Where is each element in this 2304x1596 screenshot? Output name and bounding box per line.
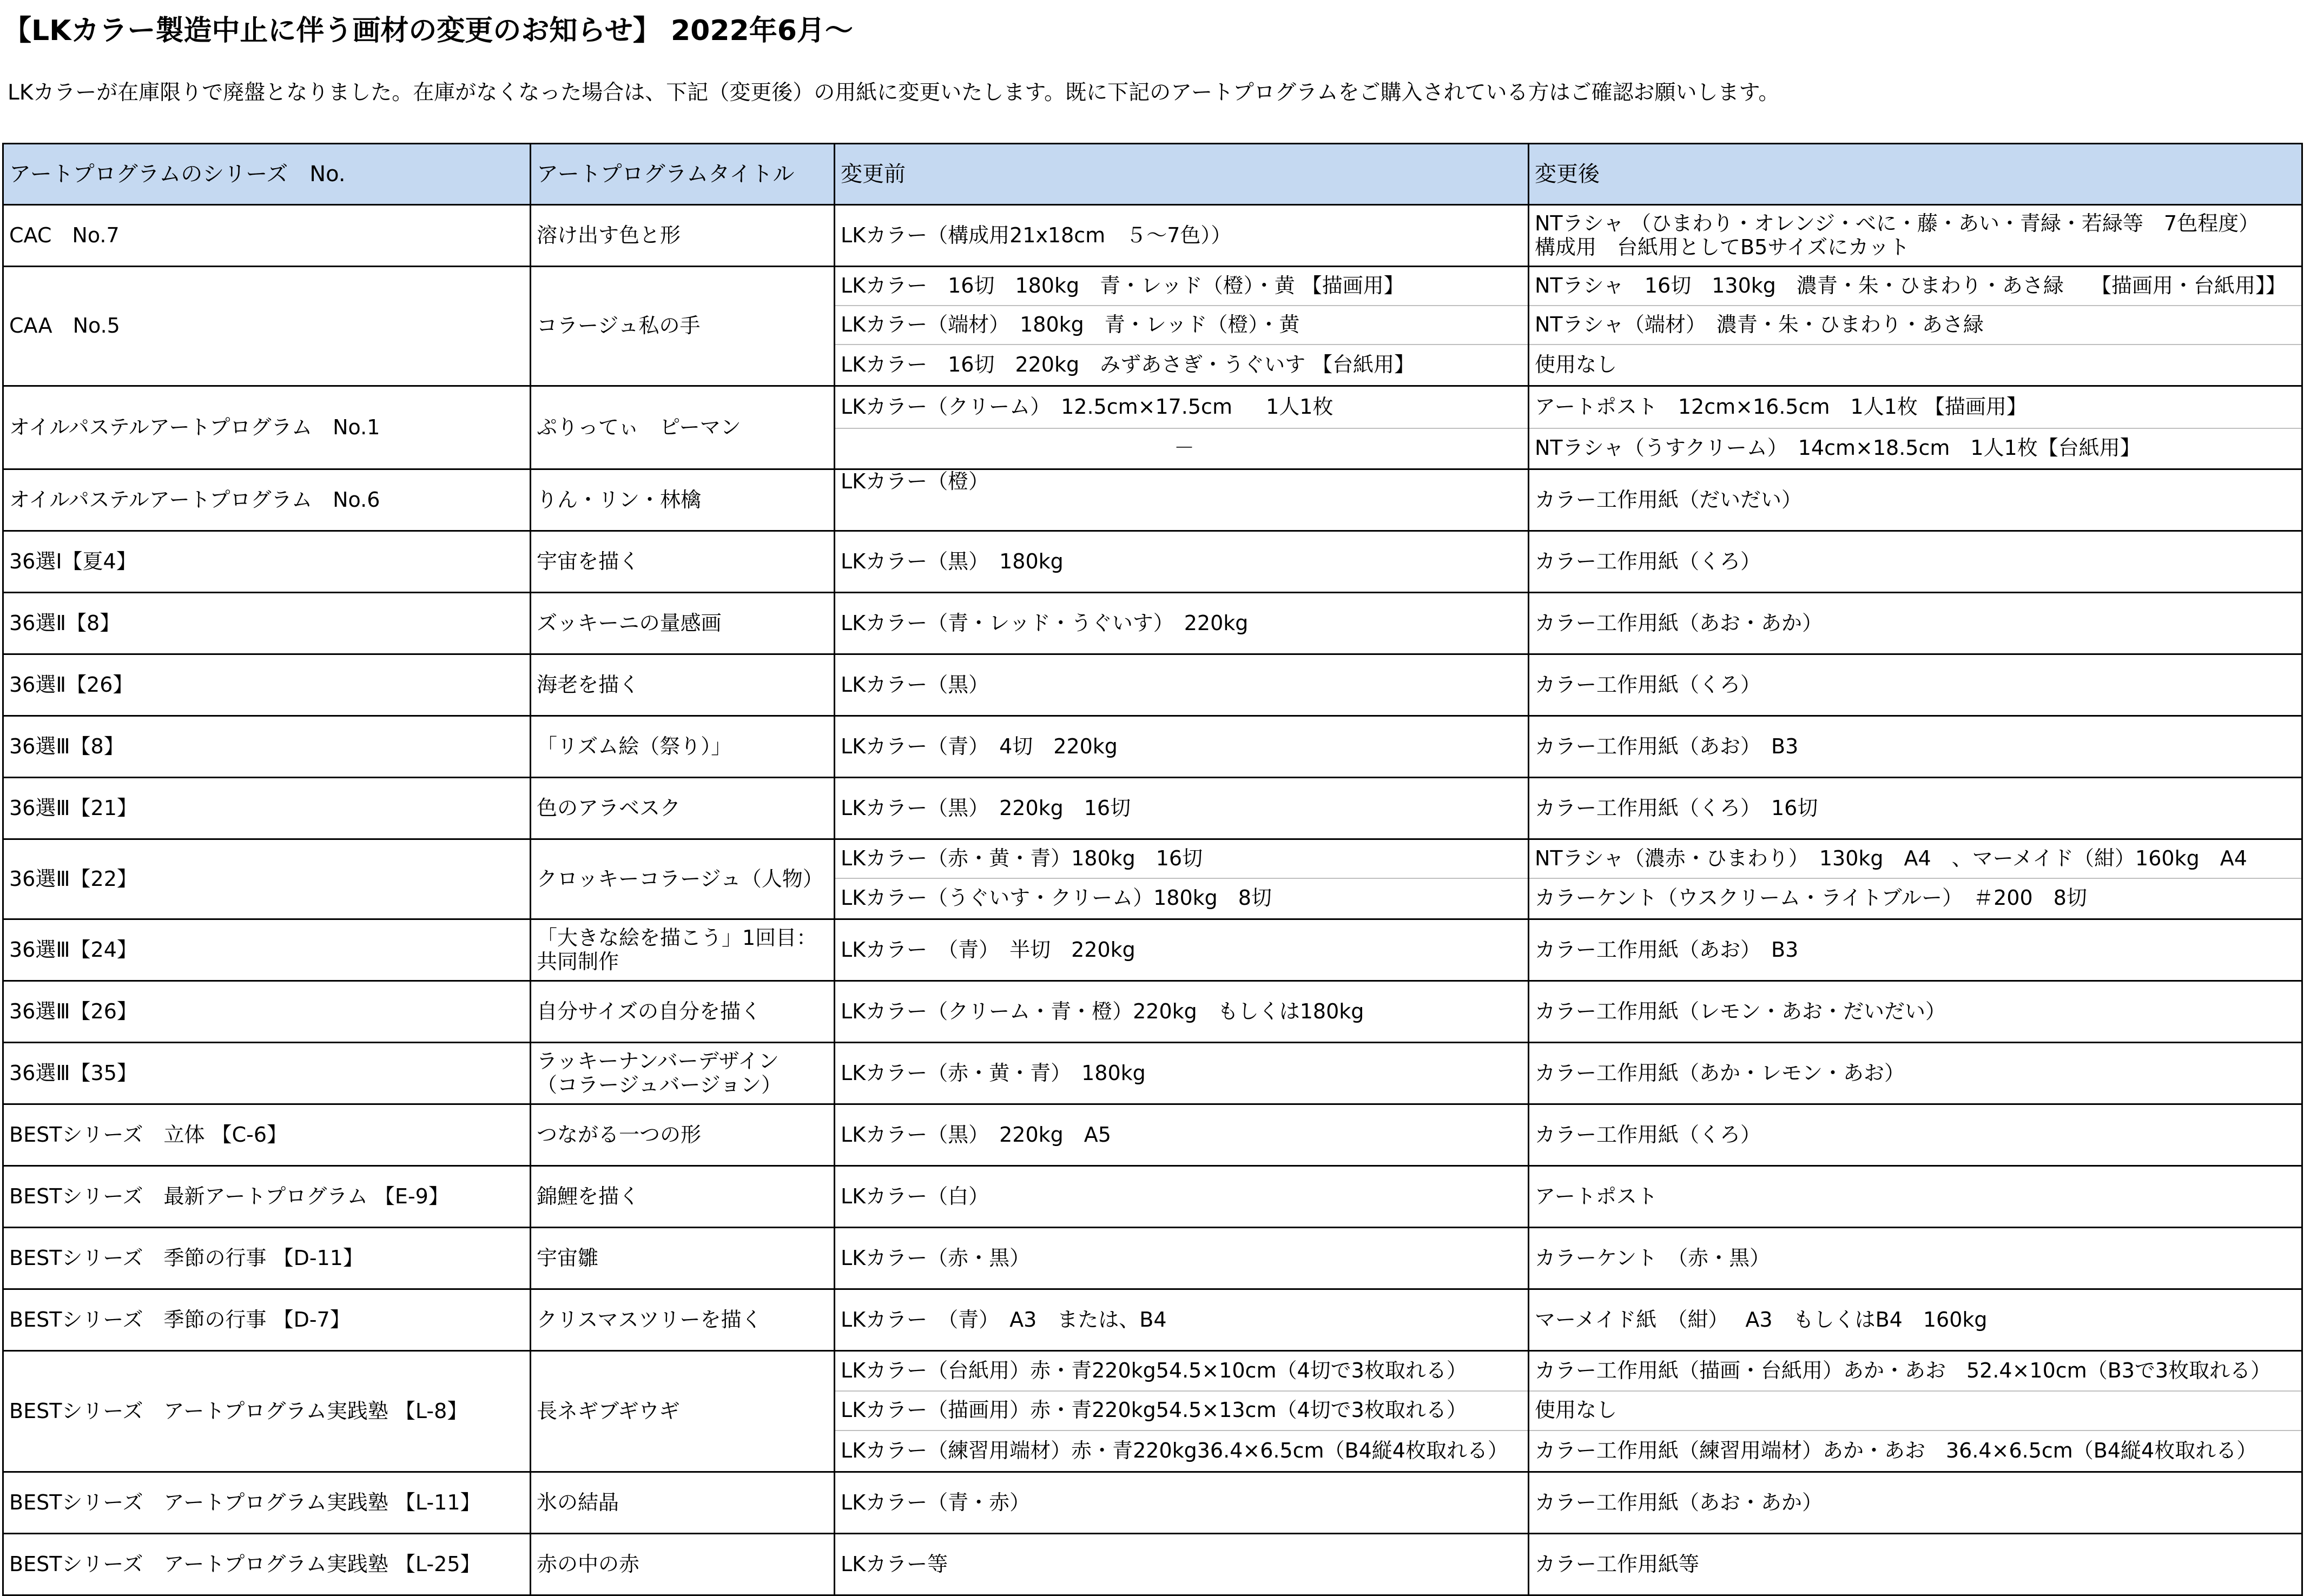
series-cell: 36選Ⅲ【8】 [3, 716, 531, 778]
before-cell: － [835, 428, 1529, 469]
after-cell: 使用なし [1529, 345, 2302, 386]
series-cell: BESTシリーズ アートプログラム実践塾 【L-25】 [3, 1534, 531, 1595]
series-cell: 36選Ⅱ【26】 [3, 654, 531, 716]
program-title-cell: 宇宙雛 [531, 1228, 835, 1289]
program-title-cell: 赤の中の赤 [531, 1534, 835, 1595]
series-cell: 36選Ⅲ【35】 [3, 1043, 531, 1104]
table-row [3, 1534, 2302, 1595]
after-cell: NTラシャ（端材） 濃青・朱・ひまわり・あさ緑 [1529, 306, 2302, 345]
table-row [3, 1472, 2302, 1534]
after-cell: カラーケント（ウスクリーム・ライトブルー） ＃200 8切 [1529, 878, 2302, 919]
series-cell: BESTシリーズ アートプログラム実践塾 【L-11】 [3, 1472, 531, 1534]
series-cell: BESTシリーズ 季節の行事 【D-11】 [3, 1228, 531, 1289]
before-cell: LKカラー（クリーム・青・橙）220kg もしくは180kg [835, 981, 1529, 1043]
program-title-cell: りん・リン・林檎 [531, 469, 835, 531]
after-cell: カラー工作用紙（描画・台紙用）あか・あお 52.4×10cm（B3で3枚取れる） [1529, 1351, 2302, 1391]
page-title: 【LKカラー製造中止に伴う画材の変更のお知らせ】 2022年6月～ [3, 15, 853, 47]
before-cell: LKカラー 16切 220kg みずあさぎ・うぐいす 【台紙用】 [835, 345, 1529, 386]
series-cell: 36選Ⅲ【26】 [3, 981, 531, 1043]
after-cell: カラー工作用紙（あお） B3 [1529, 919, 2302, 981]
before-cell: LKカラー（クリーム） 12.5cm×17.5cm 1人1枚 [835, 386, 1529, 428]
after-cell: カラー工作用紙（あお・あか） [1529, 1472, 2302, 1534]
after-cell: NTラシャ（濃赤・ひまわり） 130kg A4 、マーメイド（紺）160kg A4 [1529, 839, 2302, 878]
after-cell: アートポスト 12cm×16.5cm 1人1枚 【描画用】 [1529, 386, 2302, 428]
header-series: アートプログラムのシリーズ No. [3, 144, 531, 205]
table-row [3, 1351, 2302, 1391]
series-cell: CAC No.7 [3, 205, 531, 267]
after-cell: カラー工作用紙（あお） B3 [1529, 716, 2302, 778]
program-title-cell: ズッキーニの量感画 [531, 593, 835, 654]
header-after: 変更後 [1529, 144, 2302, 205]
program-title-cell: つながる一つの形 [531, 1104, 835, 1166]
after-cell: カラー工作用紙（くろ） [1529, 531, 2302, 593]
after-cell: マーメイド紙 （紺） A3 もしくはB4 160kg [1529, 1289, 2302, 1351]
before-cell: LKカラー（黒） 220kg 16切 [835, 778, 1529, 839]
series-cell: BESTシリーズ アートプログラム実践塾 【L-8】 [3, 1351, 531, 1472]
series-cell: 36選Ⅲ【22】 [3, 839, 531, 919]
before-cell: LKカラー（描画用）赤・青220kg54.5×13cm（4切で3枚取れる） [835, 1391, 1529, 1431]
program-title-cell: 溶け出す色と形 [531, 205, 835, 267]
table-row [3, 531, 2302, 593]
series-cell: BESTシリーズ 最新アートプログラム 【E-9】 [3, 1166, 531, 1228]
program-title-cell: クリスマスツリーを描く [531, 1289, 835, 1351]
before-cell: LKカラー（うぐいす・クリーム）180kg 8切 [835, 878, 1529, 919]
after-cell: 使用なし [1529, 1391, 2302, 1431]
table-row [3, 1289, 2302, 1351]
series-cell: 36選Ⅲ【24】 [3, 919, 531, 981]
before-cell: LKカラー（青・レッド・うぐいす） 220kg [835, 593, 1529, 654]
series-cell: 36選Ⅲ【21】 [3, 778, 531, 839]
before-cell: LKカラー（練習用端材）赤・青220kg36.4×6.5cm（B4縦4枚取れる） [835, 1431, 1529, 1472]
program-title-cell: クロッキーコラージュ（人物） [531, 839, 835, 919]
before-cell: LKカラー（黒） 180kg [835, 531, 1529, 593]
program-title-cell: ぷりってぃ ピーマン [531, 386, 835, 469]
after-cell: アートポスト [1529, 1166, 2302, 1228]
series-cell: BESTシリーズ 季節の行事 【D-7】 [3, 1289, 531, 1351]
header-title: アートプログラムタイトル [531, 144, 835, 205]
program-title-cell: 「リズム絵（祭り）」 [531, 716, 835, 778]
program-title-cell: 長ネギブギウギ [531, 1351, 835, 1472]
program-title-cell: 色のアラベスク [531, 778, 835, 839]
table-row [3, 716, 2302, 778]
before-cell: LKカラー（台紙用）赤・青220kg54.5×10cm（4切で3枚取れる） [835, 1351, 1529, 1391]
after-cell: NTラシャ 16切 130kg 濃青・朱・ひまわり・あさ緑 【描画用・台紙用】】 [1529, 267, 2302, 306]
series-cell: BESTシリーズ 立体 【C-6】 [3, 1104, 531, 1166]
after-cell: カラー工作用紙等 [1529, 1534, 2302, 1595]
table-row [3, 981, 2302, 1043]
after-cell: カラーケント （赤・黒） [1529, 1228, 2302, 1289]
before-cell: LKカラー（黒） 220kg A5 [835, 1104, 1529, 1166]
table-row [3, 267, 2302, 306]
table-row [3, 654, 2302, 716]
header-before: 変更前 [835, 144, 1529, 205]
program-title-cell: コラージュ私の手 [531, 267, 835, 386]
series-cell: 36選Ⅱ【8】 [3, 593, 531, 654]
table-row [3, 469, 2302, 531]
table-row [3, 1043, 2302, 1104]
series-cell: オイルパステルアートプログラム No.1 [3, 386, 531, 469]
table-row [3, 778, 2302, 839]
program-title-cell: 「大きな絵を描こう」1回目： 共同制作 [531, 919, 835, 981]
after-cell: カラー工作用紙（あか・レモン・あお） [1529, 1043, 2302, 1104]
program-title-cell: 氷の結晶 [531, 1472, 835, 1534]
after-cell: カラー工作用紙（練習用端材）あか・あお 36.4×6.5cm（B4縦4枚取れる） [1529, 1431, 2302, 1472]
before-cell: LKカラー（黒） [835, 654, 1529, 716]
series-cell: CAA No.5 [3, 267, 531, 386]
before-cell: LKカラー（青・赤） [835, 1472, 1529, 1534]
material-change-table [2, 143, 2303, 1596]
before-cell: LKカラー（橙） [835, 469, 1529, 531]
after-cell: カラー工作用紙（くろ） [1529, 654, 2302, 716]
before-cell: LKカラー（構成用21x18cm ５～7色）） [835, 205, 1529, 267]
before-cell: LKカラー （青） A3 または、B4 [835, 1289, 1529, 1351]
after-cell: カラー工作用紙（レモン・あお・だいだい） [1529, 981, 2302, 1043]
after-cell: カラー工作用紙（くろ） [1529, 1104, 2302, 1166]
after-cell: NTラシャ （ひまわり・オレンジ・べに・藤・あい・青緑・若緑等 7色程度） 構成用 台紙用としてB5サイズにカット [1529, 205, 2302, 267]
table-row [3, 1228, 2302, 1289]
before-cell: LKカラー （青） 半切 220kg [835, 919, 1529, 981]
table-row [3, 1166, 2302, 1228]
series-cell: 36選Ⅰ【夏4】 [3, 531, 531, 593]
table-row [3, 919, 2302, 981]
before-cell: LKカラー 16切 180kg 青・レッド（橙）・黄 【描画用】 [835, 267, 1529, 306]
before-cell: LKカラー（赤・黄・青）180kg 16切 [835, 839, 1529, 878]
table-header-row [3, 144, 2302, 205]
table-row [3, 205, 2302, 267]
program-title-cell: 宇宙を描く [531, 531, 835, 593]
table-row [3, 593, 2302, 654]
before-cell: LKカラー（青） 4切 220kg [835, 716, 1529, 778]
series-cell: オイルパステルアートプログラム No.6 [3, 469, 531, 531]
before-cell: LKカラー（白） [835, 1166, 1529, 1228]
notice-text: LKカラーが在庫限りで廃盤となりました。在庫がなくなった場合は、下記（変更後）の用紙に変更いたします。既に下記のアートプログラムをご購入されている方はご確認お願いします。 [8, 81, 1780, 105]
before-cell: LKカラー（端材） 180kg 青・レッド（橙）・黄 [835, 306, 1529, 345]
after-cell: カラー工作用紙（だいだい） [1529, 469, 2302, 531]
program-title-cell: 錦鯉を描く [531, 1166, 835, 1228]
program-title-cell: 自分サイズの自分を描く [531, 981, 835, 1043]
table-row [3, 386, 2302, 428]
before-cell: LKカラー（赤・黄・青） 180kg [835, 1043, 1529, 1104]
after-cell: カラー工作用紙（あお・あか） [1529, 593, 2302, 654]
program-title-cell: ラッキーナンバーデザイン （コラージュバージョン） [531, 1043, 835, 1104]
table-row [3, 1104, 2302, 1166]
table-row [3, 839, 2302, 878]
after-cell: カラー工作用紙（くろ） 16切 [1529, 778, 2302, 839]
before-cell: LKカラー（赤・黒） [835, 1228, 1529, 1289]
program-title-cell: 海老を描く [531, 654, 835, 716]
before-cell: LKカラー等 [835, 1534, 1529, 1595]
after-cell: NTラシャ（うすクリーム） 14cm×18.5cm 1人1枚【台紙用】 [1529, 428, 2302, 469]
